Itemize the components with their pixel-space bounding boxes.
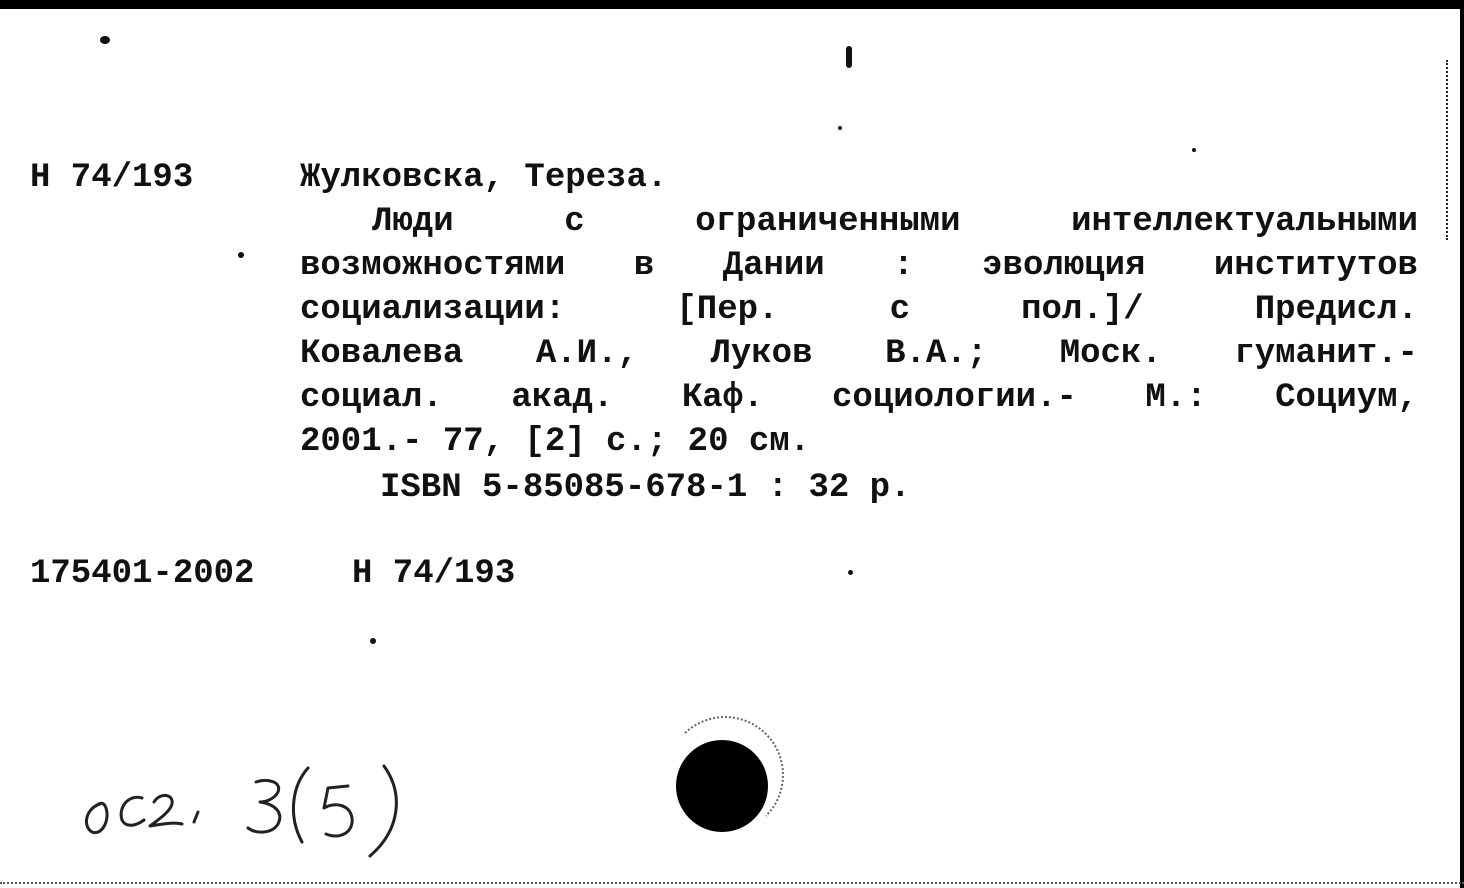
word: социал. <box>300 379 443 417</box>
word: [Пер. <box>676 291 779 329</box>
word: Предисл. <box>1254 291 1418 329</box>
card-edge-line <box>1446 60 1448 240</box>
scan-speck <box>846 46 852 68</box>
word: Дании <box>722 247 825 285</box>
word: А.И., <box>535 335 638 373</box>
word: акад. <box>511 379 614 417</box>
description-line-4 <box>300 332 1418 376</box>
handwritten-classification-code <box>78 760 418 870</box>
card-bottom-edge <box>0 882 1464 884</box>
shelfmark: Н 74/193 <box>30 159 194 197</box>
scan-right-border <box>1460 9 1464 888</box>
word: гуманит.- <box>1234 335 1418 373</box>
word: возможностями <box>300 247 566 285</box>
word: институтов <box>1213 247 1418 285</box>
scan-speck <box>838 126 842 130</box>
description-line-2 <box>300 244 1418 288</box>
punch-hole <box>676 740 768 832</box>
scan-speck <box>238 252 244 258</box>
description-line-5 <box>300 376 1418 420</box>
word: социологии.- <box>832 379 1077 417</box>
scan-speck <box>100 36 110 44</box>
word: В.А.; <box>885 335 988 373</box>
word: Луков <box>710 335 813 373</box>
author-heading: Жулковска, Тереза. <box>300 159 668 197</box>
word: : <box>893 247 914 285</box>
word: М.: <box>1145 379 1207 417</box>
scan-speck <box>1192 148 1196 152</box>
word: с <box>889 291 910 329</box>
word: эволюция <box>982 247 1146 285</box>
word: Ковалева <box>300 335 464 373</box>
inventory-number: 175401-2002 <box>30 555 255 593</box>
word: пол.]/ <box>1021 291 1144 329</box>
description-line-3 <box>300 288 1418 332</box>
word: в <box>633 247 655 285</box>
description-line-1 <box>372 200 1418 244</box>
word: социализации: <box>300 291 566 329</box>
word: Люди <box>372 203 454 241</box>
imprint-line: 2001.- 77, [2] с.; 20 см. <box>300 423 811 461</box>
word: Моск. <box>1059 335 1162 373</box>
word: Социум, <box>1275 379 1418 417</box>
shelfmark-repeat: Н 74/193 <box>352 555 516 593</box>
word: интеллектуальными <box>1071 203 1418 241</box>
scan-speck <box>848 570 853 575</box>
scan-top-border <box>0 0 1464 9</box>
isbn-line: ISBN 5-85085-678-1 : 32 р. <box>380 469 911 507</box>
scan-speck <box>370 638 376 644</box>
word: с <box>564 203 585 241</box>
word: ограниченными <box>695 203 961 241</box>
word: Каф. <box>681 379 764 417</box>
